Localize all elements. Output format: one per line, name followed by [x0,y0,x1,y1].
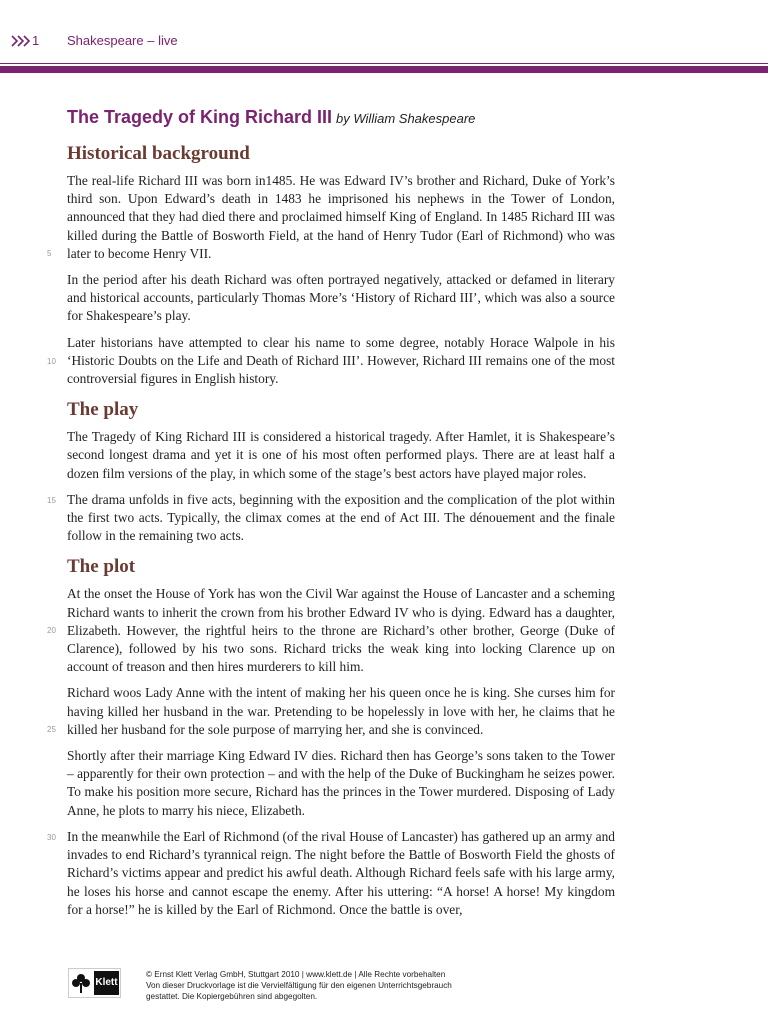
paragraph [67,271,615,326]
running-header-title: Shakespeare – live [67,33,178,48]
paragraph [47,491,615,546]
paragraph [47,828,615,919]
header-rule-thin [0,63,768,64]
document-title: The Tragedy of King Richard III [67,107,333,127]
line-number: 30 [47,832,56,842]
triple-chevron-icon [11,35,33,47]
copyright-notice [146,969,452,1002]
paragraph [47,172,615,263]
paragraph-text: In the meanwhile the Earl of Richmond (of the rival House of Lancaster) has gathered up an army and invades to end Richard’s tyrannical reign. The night before the Battle of Bosworth Field the ghosts of Richard’s victims appear and predict his awful death. Although Richard feels safe with his large army, he loses his horse and cannot escape the enemy. After his uttering: “A horse! A horse! My kingdom for a horse!” he is killed by the Earl of Richmond. Once the battle is over, [67,828,615,917]
copyright-line: © Ernst Klett Verlag GmbH, Stuttgart 2010 | www.klett.de | Alle Rechte vorbehalten [146,970,446,979]
paragraph-text: The real-life Richard III was born in1485. He was Edward IV’s brother and Richard, Duke of York’s third son. Upon Edward’s death in 1483 he imprisoned his nephews in the Tower of London, announced that they had died there and proclaimed himself King of England. In 1485 Richard III was killed during the Battle of Bosworth Field, at the hand of Henry Tudor (Earl of Richmond) who was later to become Henry VII. [67,173,615,261]
document-body [47,107,615,927]
line-number: 20 [47,626,56,636]
paragraph [47,334,615,389]
klett-logo [68,968,121,998]
document-title-line [67,107,615,128]
copyright-line: gestattet. Die Kopiergebühren sind abgegolten. [146,992,318,1001]
header-rule-bar [0,66,768,73]
paragraph-text: At the onset the House of York has won the Civil War against the House of Lancaster and a scheming Richard wants to inherit the crown from his brother Edward IV who is dying. Edward has a daughter, Elizabeth. However, the rightful heirs to the throne are Richard’s other brother, George (Duke of Clarence), followed by his two sons. Richard tricks the weak king into locking Clarence up on account of treason and then hires murderers to kill him. [67,586,615,675]
line-number: 25 [47,725,56,735]
chapter-number: 1 [32,33,40,48]
section-heading: The plot [67,556,136,578]
page-footer [68,968,708,1008]
paragraph-text: In the period after his death Richard was often portrayed negatively, attacked or defamed in literary and historical accounts, particularly Thomas More’s ‘History of Richard III’, which was also a source for Shakespeare’s play. [67,272,615,324]
paragraph-text: Later historians have attempted to clear his name to some degree, notably Horace Walpole in his ‘Historic Doubts on the Life and Death of Richard III’. However, Richard III remains one of the most controversial figures in English history. [67,334,615,387]
paragraph [67,747,615,820]
paragraph-text: Shortly after their marriage King Edward IV dies. Richard then has George’s sons taken to the Tower – apparently for their own protection – and with the help of the Duke of Buckingham he seizes power. To make his position more secure, Richard has the princes in the Tower murdered. Disposing of Lady Anne, he plots to marry his niece, Elizabeth. [67,748,615,818]
copyright-line: Von dieser Druckvorlage ist die Vervielfältigung für den eigenen Unterrichtsgebrauch [146,981,452,990]
logo-wordmark: Klett [94,971,119,995]
section-heading: Historical background [67,143,250,164]
line-number: 15 [47,495,56,505]
section-heading: The play [67,399,139,421]
paragraph [67,428,615,483]
paragraph-text: Richard woos Lady Anne with the intent of making her his queen once he is king. She curses him for having killed her husband in the war. Pretending to be hopelessly in love with her, he claims that he killed her husband for the sole purpose of marrying her, and she is convinced. [67,685,615,737]
clover-icon [71,972,91,994]
paragraph [47,585,615,676]
paragraph-text: The drama unfolds in five acts, beginning with the exposition and the complication of the plot within the first two acts. Typically, the climax comes at the end of Act III. The dénouement and the finale follow in the remaining two acts. [67,491,615,544]
line-number: 10 [47,356,56,366]
document-author: by William Shakespeare [336,111,476,126]
paragraph-text: The Tragedy of King Richard III is considered a historical tragedy. After Hamlet, it is Shakespeare’s second longest drama and yet it is one of his most often performed plays. There are at least half a dozen film versions of the play, in which some of the stage’s best actors have played major roles. [67,429,615,481]
paragraph [47,684,615,739]
page-header [0,0,768,75]
line-number: 5 [47,249,52,258]
